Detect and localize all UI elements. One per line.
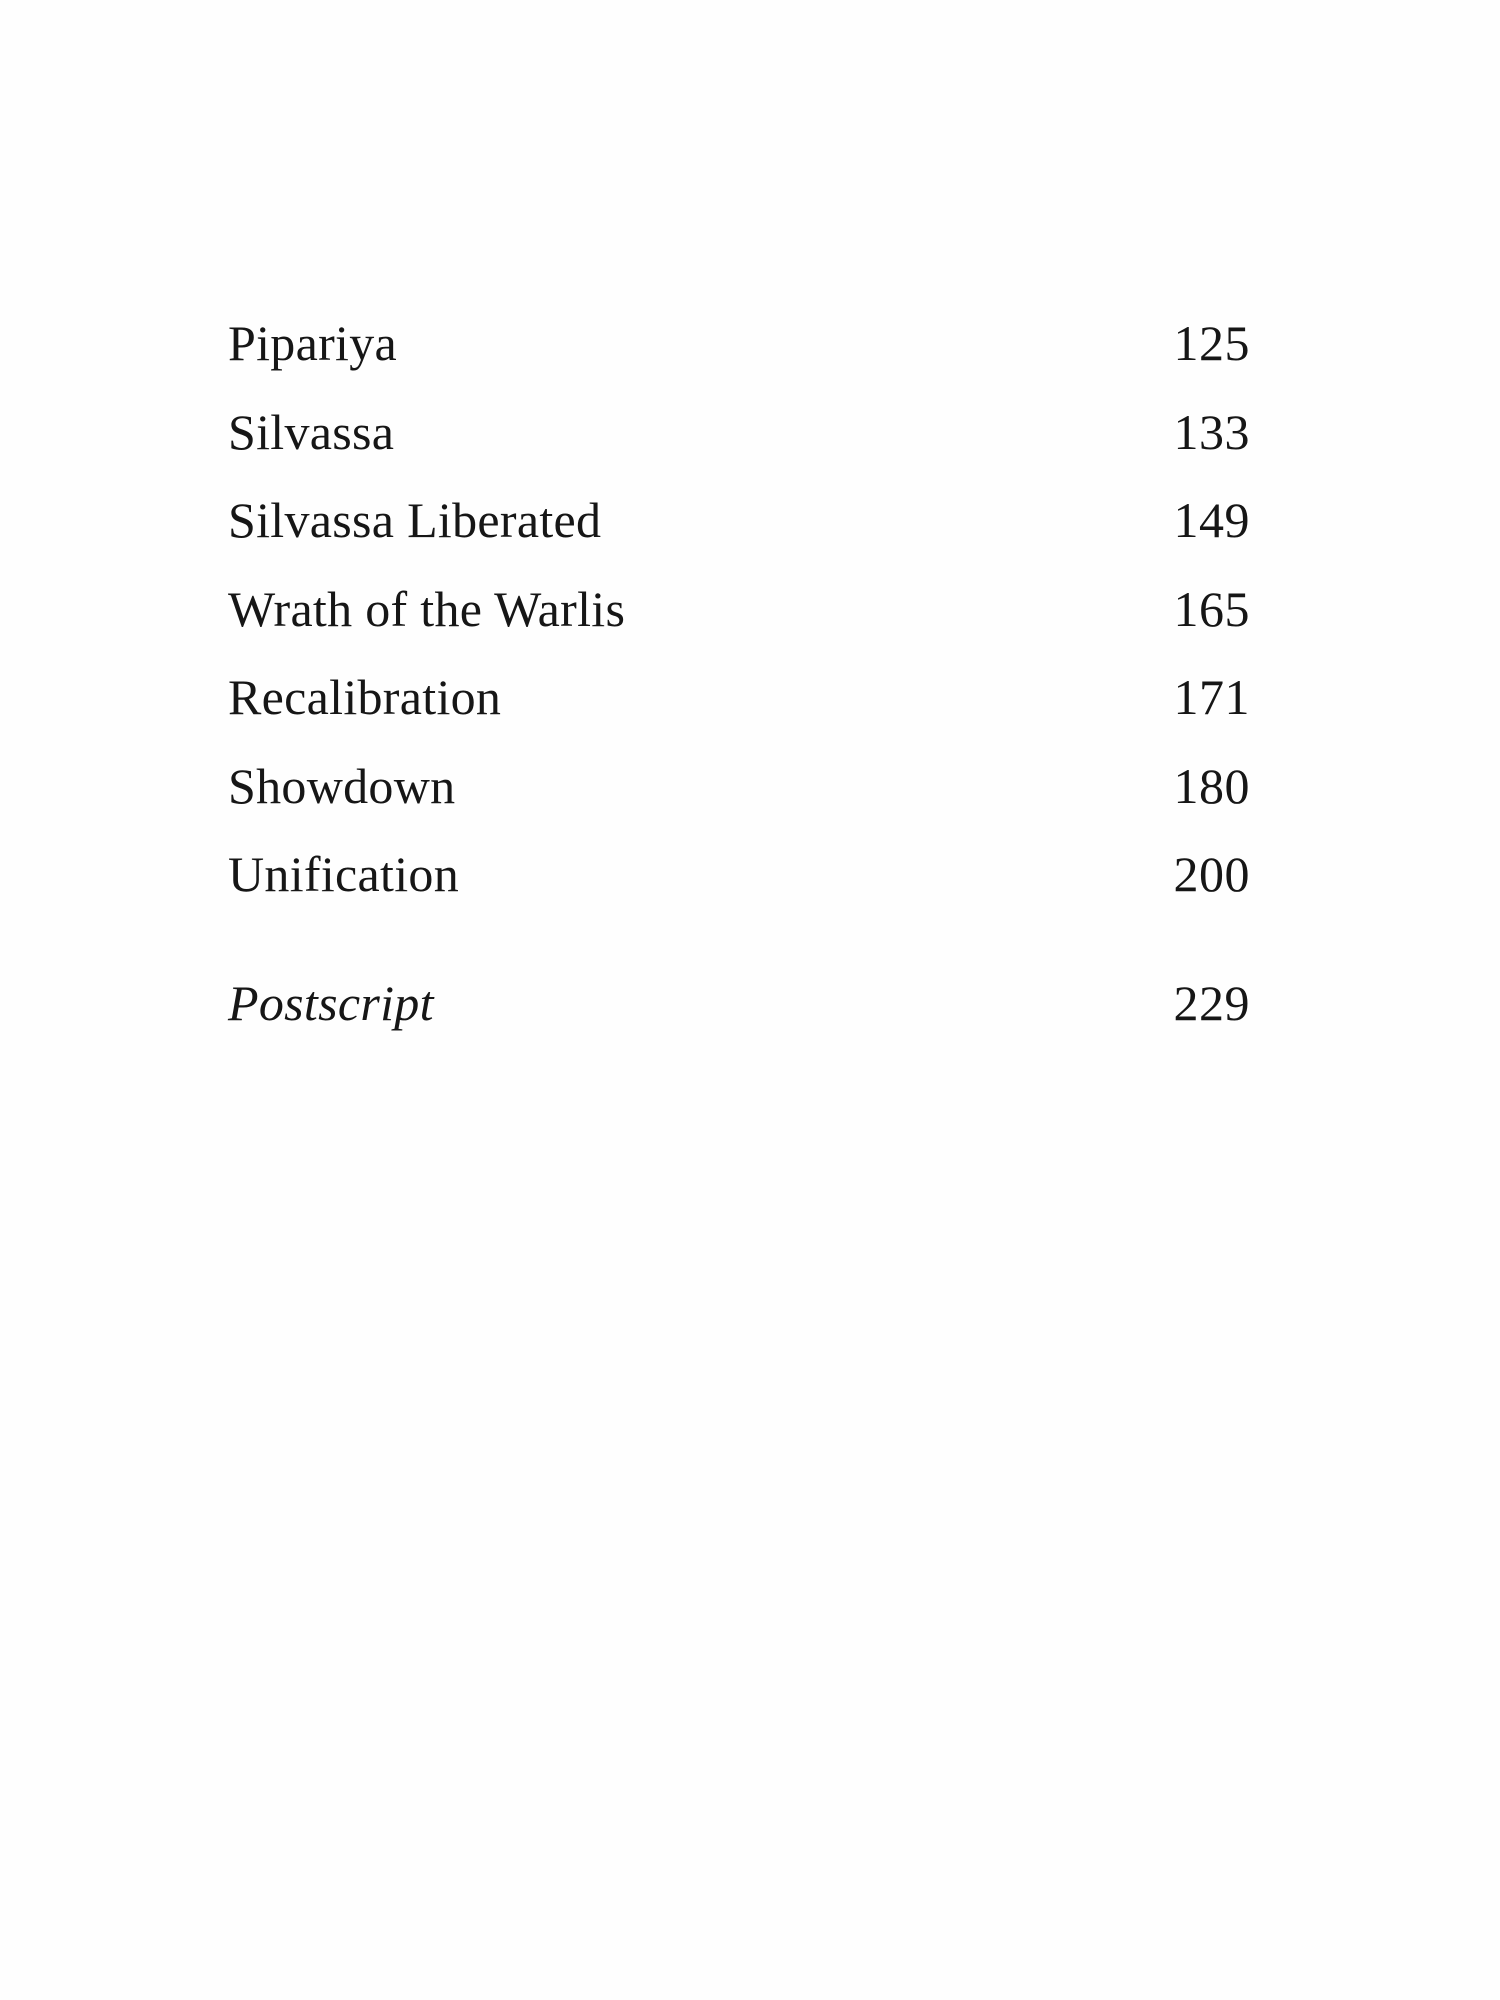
toc-entry-recalibration — [228, 669, 1250, 761]
toc-entry-title: Wrath of the Warlis — [228, 580, 626, 637]
toc-entry-page-number: 171 — [1173, 669, 1250, 725]
toc-entry-page-number: 125 — [1173, 315, 1250, 371]
toc-entry-silvassa-liberated — [228, 492, 1250, 584]
toc-entry-page-number: 133 — [1173, 403, 1250, 460]
toc-entry-title: Showdown — [228, 757, 456, 814]
table-of-contents — [228, 315, 1250, 1066]
toc-entry-unification — [228, 846, 1250, 938]
toc-entry-title: Pipariya — [228, 315, 398, 371]
toc-entry-pipariya — [228, 315, 1250, 407]
toc-entry-silvassa — [228, 403, 1250, 496]
toc-entry-page-number: 149 — [1173, 492, 1250, 548]
toc-entry-page-number: 180 — [1173, 757, 1250, 814]
toc-entry-showdown — [228, 757, 1250, 850]
toc-entry-title: Silvassa Liberated — [228, 492, 602, 548]
toc-entry-page-number: 200 — [1173, 846, 1250, 902]
toc-entry-title: Postscript — [228, 974, 434, 1031]
toc-entry-title: Unification — [228, 846, 460, 902]
toc-entry-page-number: 165 — [1173, 580, 1250, 637]
toc-entry-page-number: 229 — [1173, 974, 1250, 1031]
toc-entry-wrath-of-the-warlis — [228, 580, 1250, 673]
toc-entry-title: Silvassa — [228, 403, 395, 460]
toc-entry-title: Recalibration — [228, 669, 502, 725]
toc-entry-postscript — [228, 974, 1250, 1067]
